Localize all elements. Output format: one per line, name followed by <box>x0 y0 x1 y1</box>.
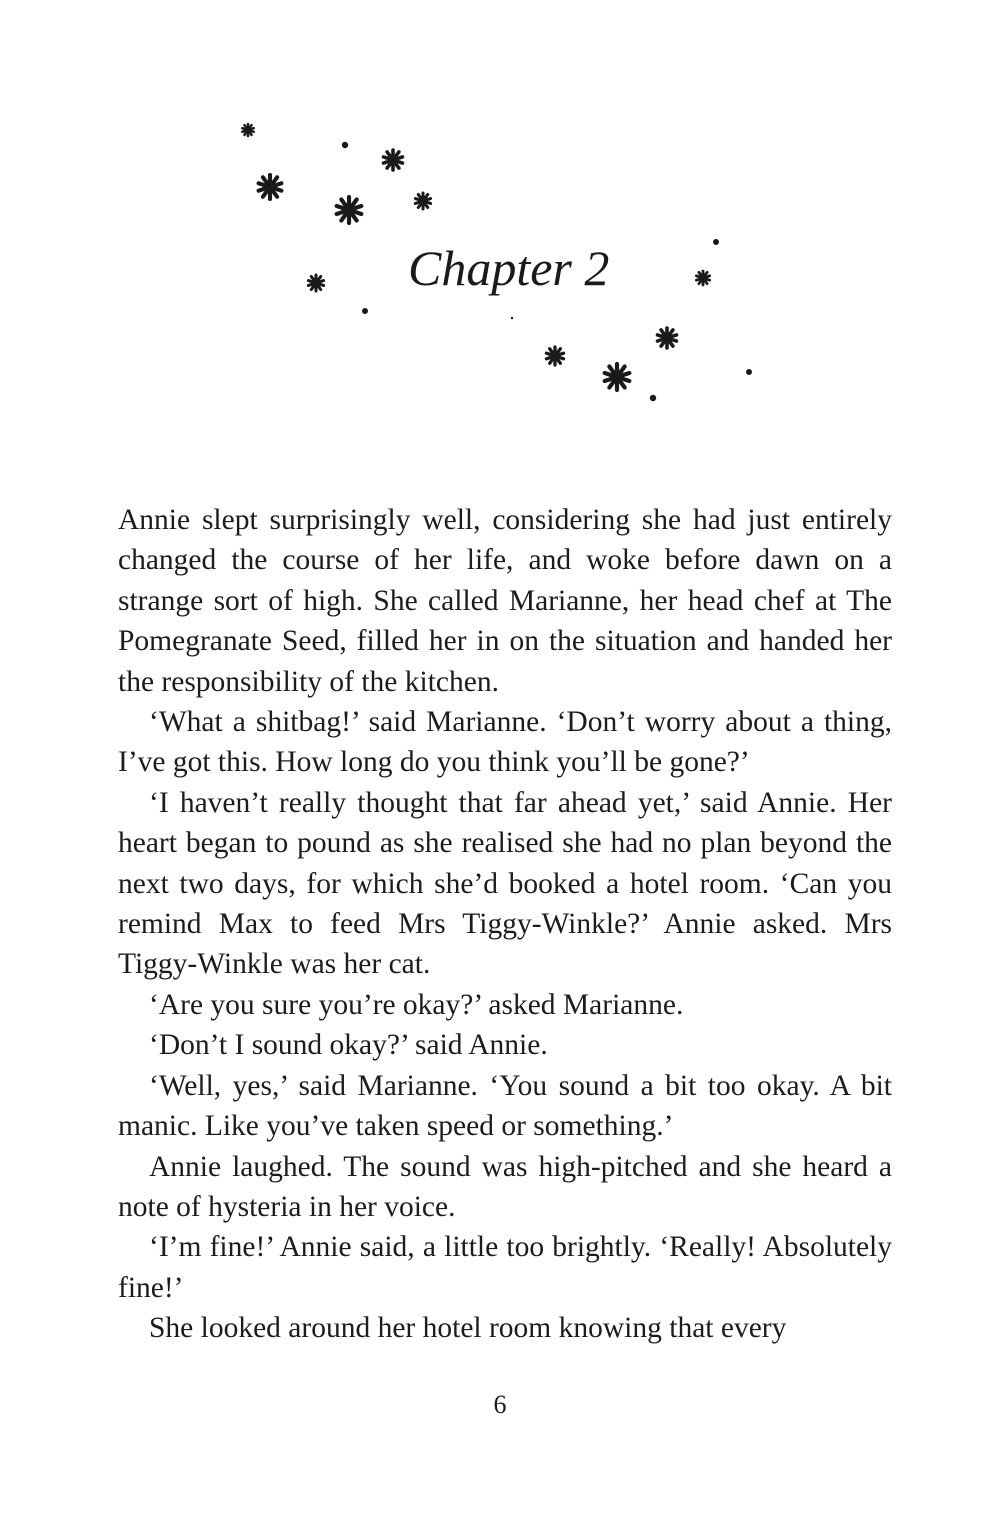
dot-icon <box>511 317 513 319</box>
dot-icon <box>362 308 368 314</box>
star-icon <box>696 271 709 285</box>
paragraph: ‘What a shitbag!’ said Marianne. ‘Don’t worry about a thing, I’ve got this. How long do you think you’ll be gone?’ <box>118 706 892 779</box>
paragraph: Annie slept surprisingly well, considering she had just entirely changed the course of her life, and woke before dawn on a strange sort of high. She called Marianne, her head chef at The Pomegranate Seed, filled her in on the situation and handed her the responsibility of the kitchen. <box>118 504 892 698</box>
paragraph: ‘I haven’t really thought that far ahead yet,’ said Annie. Her heart began to pound as she realised she had no plan beyond the next two days, for which she’d booked a hotel room. ‘Can you remind Max to feed Mrs Tiggy-Winkle?’ Annie asked. Mrs Tiggy-Winkle was her cat. <box>118 786 892 981</box>
star-icon <box>605 364 630 390</box>
paragraph: Annie laughed. The sound was high-pitched and she heard a note of hysteria in her voice. <box>118 1150 892 1223</box>
star-icon <box>242 124 253 136</box>
star-icon <box>259 175 282 199</box>
page-number: 6 <box>493 1390 507 1419</box>
dot-icon <box>342 142 348 148</box>
star-icon <box>337 197 362 223</box>
dot-icon <box>650 395 656 401</box>
paragraph: She looked around her hotel room knowing that every <box>149 1312 787 1345</box>
star-icon <box>658 328 677 348</box>
stars-icon <box>0 0 1000 460</box>
star-icon <box>415 193 430 209</box>
chapter-title: Chapter 2 <box>408 240 610 296</box>
paragraph: ‘Are you sure you’re okay?’ asked Marianne. <box>149 988 684 1021</box>
dot-icon <box>713 239 719 245</box>
star-icon <box>546 347 563 365</box>
paragraph: ‘Don’t I sound okay?’ said Annie. <box>149 1029 548 1062</box>
star-icon <box>384 150 403 170</box>
chapter-body <box>118 500 892 1349</box>
paragraph: ‘Well, yes,’ said Marianne. ‘You sound a bit too okay. A bit manic. Like you’ve taken speed or something.’ <box>118 1069 892 1143</box>
dot-icon <box>746 369 752 375</box>
paragraph: ‘I’m fine!’ Annie said, a little too brightly. ‘Really! Absolutely fine!’ <box>118 1231 892 1304</box>
star-icon <box>308 275 323 291</box>
